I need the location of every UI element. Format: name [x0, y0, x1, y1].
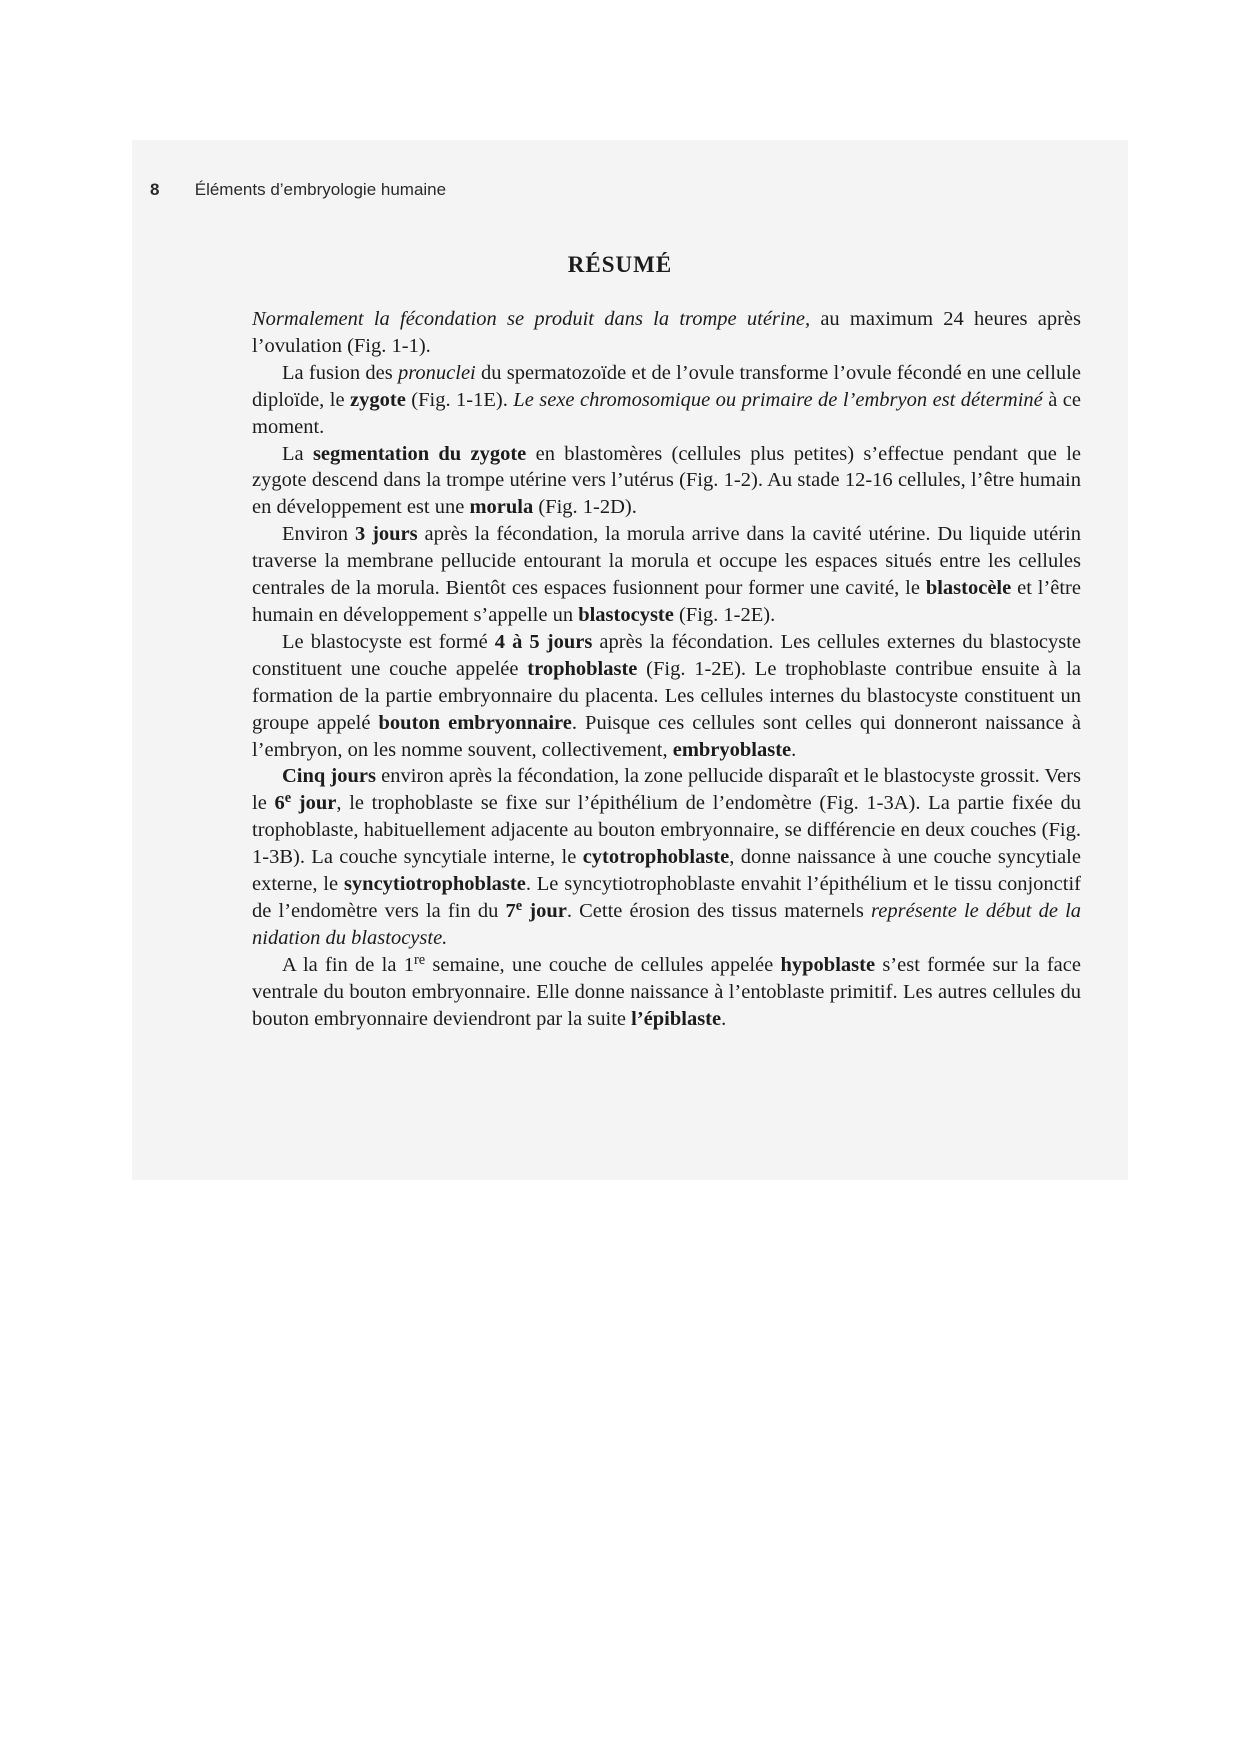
bold-term: jour: [291, 792, 337, 815]
text-run: .: [791, 738, 797, 761]
text-run: après la fécondation, la morula arrive dans la cavité utérine. Du liquide utérin traverse la membrane pellucide entourant la morula et occupe les espaces situés entre les cellules centrales de la morula. Bientôt ces espaces fusionnent pour former une cavité, le: [252, 523, 1081, 600]
bold-term: 7: [505, 899, 516, 922]
text-run: . Cette érosion des tissus maternels: [566, 899, 872, 922]
text-run: , donne naissance à une couche syncytiale externe, le: [252, 846, 1081, 896]
bold-term: hypoblaste: [780, 953, 876, 976]
text-run: s’est formée sur la face ventrale du bouton embryonnaire. Elle donne naissance à l’entoblaste primitif. Les autres cellules du bouton embryonnaire deviendront par la suite: [252, 953, 1081, 1030]
paragraph: [252, 763, 1081, 951]
italic-text: pronuclei: [397, 361, 476, 384]
superscript: e: [515, 897, 523, 914]
text-run: . Puisque ces cellules sont celles qui donneront naissance à l’embryon, on les nomme souvent, collectivement,: [252, 711, 1082, 761]
bold-term: blastocyste: [578, 603, 674, 626]
paragraph: [252, 360, 1081, 441]
bold-term: l’épiblaste: [631, 1007, 722, 1030]
page-number: 8: [150, 180, 160, 199]
text-run: (Fig. 1-2D).: [533, 496, 637, 519]
text-run: et l’être humain en développement s’appelle un: [252, 577, 1081, 626]
bold-term: zygote: [350, 388, 406, 411]
text-run: en blastomères (cellules plus petites) s’effectue pendant que le zygote descend dans la trompe utérine vers l’utérus (Fig. 1-2). Au stade 12-16 cellules, l’être humain en développement est une: [252, 442, 1082, 519]
text-run: après la fécondation. Les cellules externes du blastocyste constituent une couche appelée: [252, 630, 1081, 680]
paragraph: [252, 952, 1081, 1033]
bold-term: segmentation du zygote: [312, 442, 527, 465]
superscript: e: [284, 790, 292, 807]
text-run: Environ: [282, 523, 355, 546]
text-run: .: [721, 1007, 727, 1030]
italic-text: représente le début de la nidation du blastocyste.: [252, 899, 1082, 949]
bold-term: 4 à 5 jours: [494, 630, 593, 653]
text-run: du spermatozoïde et de l’ovule transforme l’ovule fécondé en une cellule diploïde, le: [252, 361, 1081, 411]
text-run: Le blastocyste est formé: [282, 630, 495, 653]
bold-term: bouton embryonnaire: [378, 711, 572, 734]
text-run: (Fig. 1-2E). Le trophoblaste contribue ensuite à la formation de la partie embryonnaire du placenta. Les cellules internes du blastocyste constituent un groupe appelé: [252, 657, 1081, 734]
italic-text: Le sexe chromosomique ou primaire de l’embryon est déterminé: [513, 388, 1043, 411]
bold-term: cytotrophoblaste: [582, 846, 730, 869]
text-run: environ après la fécondation, la zone pellucide disparaît et le blastocyste grossit. Vers le: [252, 765, 1081, 815]
text-run: (Fig. 1-1E).: [405, 388, 514, 411]
text-run: , le trophoblaste se fixe sur l’épithélium de l’endomètre (Fig. 1-3A). La partie fixée du trophoblaste, habituellement adjacente au bouton embryonnaire, se différencie en deux couches (Fig. 1-3B). La couche syncytiale interne, le: [252, 792, 1081, 869]
paragraph: [252, 306, 1081, 360]
text-run: A la fin de la 1: [282, 953, 414, 976]
text-run: semaine, une couche de cellules appelée: [425, 953, 781, 976]
text-run: à ce moment.: [252, 388, 1081, 438]
summary-body: [252, 306, 1081, 1032]
superscript: re: [413, 951, 426, 968]
bold-term: jour: [522, 899, 567, 922]
bold-term: embryoblaste: [672, 738, 792, 761]
section-title: RÉSUMÉ: [567, 252, 673, 277]
running-header: [150, 180, 446, 200]
italic-text: Normalement la fécondation se produit dans la trompe utérine,: [252, 308, 811, 330]
text-run: au maximum 24 heures après l’ovulation (Fig. 1-1).: [252, 308, 1082, 357]
text-run: La fusion des: [282, 361, 398, 384]
paragraph: [252, 521, 1081, 629]
bold-term: Cinq jours: [282, 765, 376, 788]
book-title: Éléments d’embryologie humaine: [194, 180, 447, 199]
text-run: La: [282, 442, 313, 465]
bold-term: 3 jours: [354, 523, 418, 546]
bold-term: trophoblaste: [527, 657, 638, 680]
bold-term: syncytiotrophoblaste: [343, 873, 526, 896]
text-run: . Le syncytiotrophoblaste envahit l’épithélium et le tissu conjonctif de l’endomètre vers la fin du: [252, 873, 1081, 922]
bold-term: morula: [469, 496, 534, 519]
text-run: (Fig. 1-2E).: [673, 603, 776, 626]
bold-term: 6: [274, 792, 285, 815]
paragraph: [252, 629, 1081, 764]
bold-term: blastocèle: [925, 577, 1012, 600]
paragraph: [252, 441, 1081, 522]
